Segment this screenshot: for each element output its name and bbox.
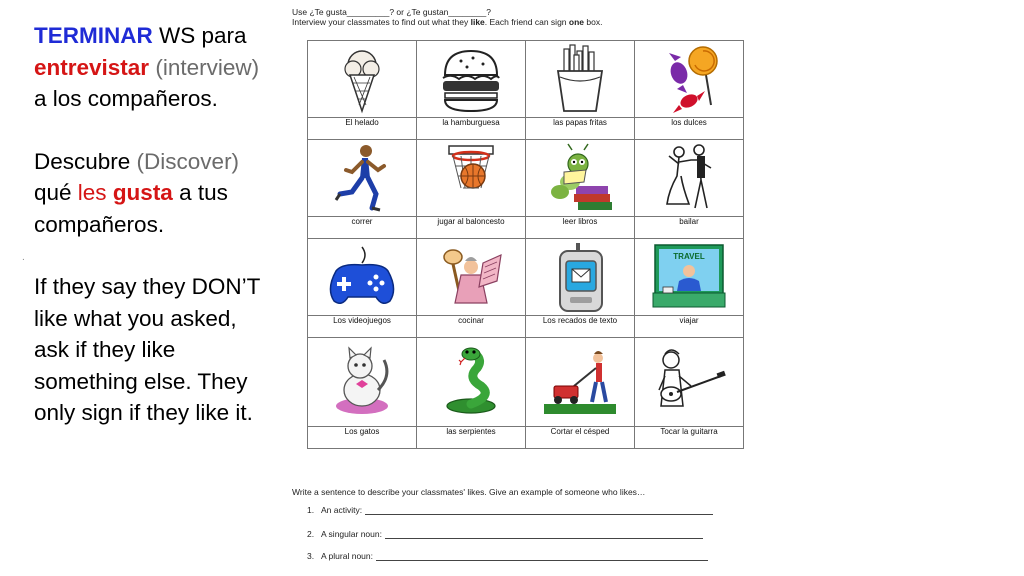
basketball-hoop-icon (431, 142, 511, 214)
candy-icon (649, 43, 729, 115)
grid-cell[interactable]: Tocar la guitarra (635, 338, 744, 449)
cell-phone-icon (540, 241, 620, 313)
grid-row (308, 41, 744, 140)
sentence-prompt: Write a sentence to describe your classmates' likes. Give an example of someone who likes… (292, 487, 646, 497)
grid-row (308, 140, 744, 239)
signature-box[interactable] (526, 326, 634, 337)
signature-box[interactable] (308, 227, 416, 238)
travel-sign-text: TRAVEL (673, 252, 705, 261)
grid-cell[interactable]: la hamburguesa (417, 41, 526, 140)
signature-box[interactable] (308, 128, 416, 139)
answer-line[interactable] (376, 551, 708, 561)
grid-cell[interactable]: jugar al baloncesto (417, 140, 526, 239)
signature-box[interactable] (417, 326, 525, 337)
signature-box[interactable] (308, 437, 416, 448)
grid-row (308, 338, 744, 449)
grid-cell[interactable]: las papas fritas (526, 41, 635, 140)
signature-box[interactable] (635, 437, 743, 448)
snake-icon (431, 346, 511, 418)
hamburger-icon (431, 43, 511, 115)
runner-icon (322, 142, 402, 214)
grid-cell[interactable]: TRAVEL viajar (635, 239, 744, 338)
answer-line[interactable] (385, 529, 703, 539)
grid-cell[interactable]: leer libros (526, 140, 635, 239)
signature-box[interactable] (526, 437, 634, 448)
reading-worm-icon (540, 142, 620, 214)
grid-cell[interactable]: bailar (635, 140, 744, 239)
french-fries-icon (540, 43, 620, 115)
grid-cell[interactable]: Los videojuegos (308, 239, 417, 338)
instruction-para-3: If they say they DON’T like what you asked, ask if they like something else. They only sign if they like it. (34, 274, 260, 425)
answer-line-singular[interactable]: 2. A singular noun: (307, 529, 703, 539)
grid-cell[interactable]: cocinar (417, 239, 526, 338)
signature-box[interactable] (417, 227, 525, 238)
grid-cell[interactable]: las serpientes (417, 338, 526, 449)
interview-grid (307, 40, 744, 449)
game-controller-icon (322, 241, 402, 313)
signature-box[interactable] (635, 227, 743, 238)
grid-cell[interactable]: los dulces (635, 41, 744, 140)
grid-cell[interactable]: Los recados de texto (526, 239, 635, 338)
instruction-para-1: TERMINAR WS para entrevistar (interview) a los compañeros. (34, 23, 260, 111)
signature-box[interactable] (526, 227, 634, 238)
dancing-couple-icon (649, 142, 729, 214)
answer-line-plural[interactable]: 3. A plural noun: (307, 551, 708, 561)
grid-cell[interactable]: Los gatos (308, 338, 417, 449)
signature-box[interactable] (417, 128, 525, 139)
grid-cell[interactable]: correr (308, 140, 417, 239)
lawn-mower-icon (540, 346, 620, 418)
worksheet-heading: Use ¿Te gusta_________? or ¿Te gustan________? Interview your classmates to find out what they like. Each friend can sign one box. (292, 7, 603, 27)
signature-box[interactable] (635, 128, 743, 139)
cat-icon (322, 346, 402, 418)
grid-row (308, 239, 744, 338)
travel-agent-icon (649, 241, 729, 313)
signature-box[interactable] (308, 326, 416, 337)
signature-box[interactable] (417, 437, 525, 448)
signature-box[interactable] (635, 326, 743, 337)
ice-cream-cone-icon (322, 43, 402, 115)
stray-dot: . (22, 252, 25, 263)
grid-cell[interactable]: Cortar el césped (526, 338, 635, 449)
cooking-chef-icon (431, 241, 511, 313)
instructions-panel (34, 20, 274, 429)
instruction-para-2: Descubre (Discover) qué les gusta a tus compañeros. (34, 148, 240, 237)
signature-box[interactable] (526, 128, 634, 139)
answer-line[interactable] (365, 505, 713, 515)
guitar-player-icon (649, 346, 729, 418)
answer-line-activity[interactable]: 1. An activity: (307, 505, 713, 515)
grid-cell[interactable]: El helado (308, 41, 417, 140)
